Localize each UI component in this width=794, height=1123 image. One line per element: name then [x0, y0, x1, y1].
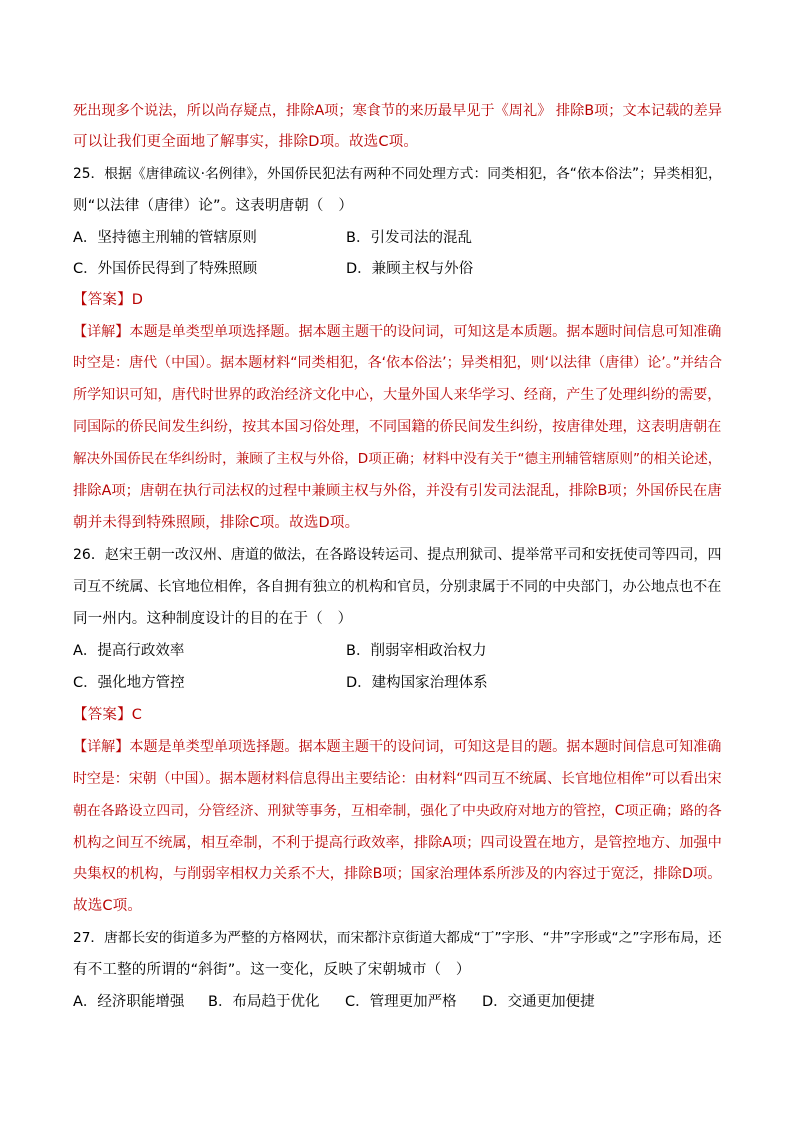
- q25-detail-line: 朝并未得到特殊照顾，排除C项。故选D项。: [73, 515, 360, 531]
- detail-tag: 【详解】: [73, 324, 130, 340]
- q27-option-a: A．经济职能增强: [73, 994, 185, 1010]
- q25-stem: 25．根据《唐律疏议·名例律》，外国侨民犯法有两种不同处理方式：同类相犯，各“依本俗法”；异类相犯，: [73, 166, 722, 182]
- q26-detail-line: 朝在各路设立四司，分管经济、刑狱等事务，互相牵制，强化了中央政府对地方的管控，C项正确；路的各: [73, 803, 722, 819]
- q27-option-c: C．管理更加严格: [345, 994, 457, 1010]
- q27-stem: 有不工整的所谓的“斜街”。这一变化，反映了宋朝城市（ ）: [73, 962, 471, 978]
- q26-detail-line: 时空是：宋朝（中国）。据本题材料信息得出主要结论：由材料“四司互不统属、长官地位相侔”可以看出宋: [73, 771, 722, 787]
- q26-answer: 【答案】C: [73, 707, 143, 723]
- q26-detail-line: 机构之间互不统属，相互牵制，不利于提高行政效率，排除A项；四司设置在地方，是管控地方、加强中: [73, 835, 722, 851]
- q26-option-c: C．强化地方管控: [73, 675, 185, 691]
- q26-detail-line: 故选C项。: [73, 898, 143, 914]
- q25-detail-line: 所学知识可知，唐代时世界的政治经济文化中心，大量外国人来华学习、经商，产生了处理纠纷的需要，: [73, 387, 722, 403]
- q25-detail-line: 解决外国侨民在华纠纷时，兼顾了主权与外俗，D项正确；材料中没有关于“德主刑辅管辖原则”的相关论述，: [73, 451, 722, 467]
- q26-detail-line: 央集权的机构，与削弱宰相权力关系不大，排除B项；国家治理体系所涉及的内容过于宽泛，排除D项。: [73, 866, 722, 882]
- q26-stem: 司互不统属、长官地位相侔，各自拥有独立的机构和官员，分别隶属于不同的中央部门，办公地点也不在: [73, 579, 722, 595]
- q27-option-d: D．交通更加便捷: [482, 994, 595, 1010]
- detail-text: 本题是单类型单项选择题。据本题主题干的设问词，可知这是本质题。据本题时间信息可知准确: [129, 324, 722, 340]
- detail-tag: 【详解】: [73, 739, 130, 755]
- detail-text: 本题是单类型单项选择题。据本题主题干的设问词，可知这是目的题。据本题时间信息可知准确: [129, 739, 722, 755]
- q25-answer: 【答案】D: [73, 292, 144, 308]
- q25-detail-line: 时空是：唐代（中国）。据本题材料“同类相犯，各‘依本俗法’；异类相犯，则‘以法律（唐律）论’。”并结合: [73, 355, 723, 371]
- q26-detail: [73, 737, 721, 757]
- q25-option-b: B．引发司法的混乱: [346, 230, 472, 246]
- q27-stem: 27．唐都长安的街道多为严整的方格网状，而宋都汴京街道大都成“丁”字形、“井”字形或“之”字形布局，还: [73, 930, 722, 946]
- q26-option-d: D．建构国家治理体系: [346, 675, 488, 691]
- q25-option-a: A．坚持德主刑辅的管辖原则: [73, 230, 257, 246]
- q25-detail: [73, 322, 721, 342]
- q26-stem: 26．赵宋王朝一改汉州、唐道的做法，在各路设转运司、提点刑狱司、提举常平司和安抚使司等四司，四: [73, 547, 722, 563]
- q25-detail-line: 排除A项；唐朝在执行司法权的过程中兼顾主权与外俗，并没有引发司法混乱，排除B项；外国侨民在唐: [73, 483, 722, 499]
- q26-option-b: B．削弱宰相政治权力: [346, 643, 487, 659]
- q26-stem: 同一州内。这种制度设计的目的在于（ ）: [73, 611, 353, 627]
- q27-option-b: B．布局趋于优化: [208, 994, 320, 1010]
- q25-option-d: D．兼顾主权与外俗: [346, 261, 474, 277]
- q24-detail-line: 死出现多个说法，所以尚存疑点，排除A项；寒食节的来历最早见于《周礼》 排除B项；文本记载的差异: [73, 103, 722, 119]
- q26-option-a: A．提高行政效率: [73, 643, 185, 659]
- q25-option-c: C．外国侨民得到了特殊照顾: [73, 261, 258, 277]
- q25-detail-line: 同国际的侨民间发生纠纷，按其本国习俗处理，不同国籍的侨民间发生纠纷，按唐律处理，这表明唐朝在: [73, 419, 722, 435]
- q24-detail-line: 可以让我们更全面地了解事实，排除D项。故选C项。: [73, 134, 419, 150]
- q25-stem: 则“以法律（唐律）论”。这表明唐朝（ ）: [73, 198, 354, 214]
